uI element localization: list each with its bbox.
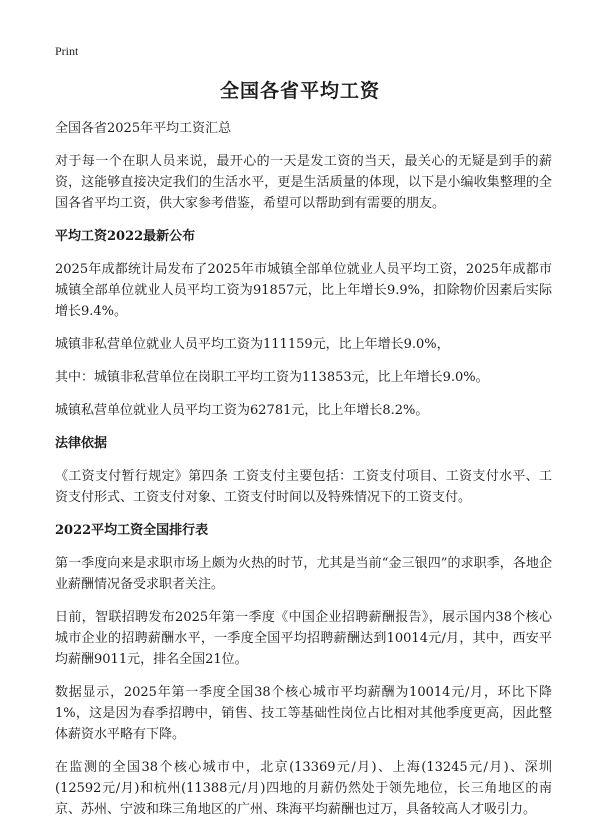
paragraph: 《工资支付暂行规定》第四条 工资支付主要包括：工资支付项目、工资支付水平、工资支付形式、工资支付对象、工资支付时间以及特殊情况下的工资支付。 [55, 469, 552, 505]
paragraph: 日前，智联招聘发布2025年第一季度《中国企业招聘薪酬报告》，展示国内38个核心城市企业的招聘薪酬水平，一季度全国平均招聘薪酬达到10014元/月，其中，西安平均薪酬9011元，排名全国21位。 [55, 610, 552, 667]
intro-paragraph: 对于每一个在职人员来说，最开心的一天是发工资的当天，最关心的无疑是到手的薪资，这能够直接决定我们的生活水平，更是生活质量的体现，以下是小编收集整理的全国各省平均工资，供大家参考借鉴，希望可以帮助到有需要的朋友。 [55, 154, 552, 211]
paragraph: 第一季度向来是求职市场上颇为火热的时节，尤其是当前“金三银四”的求职季，各地企业薪酬情况备受求职者关注。 [55, 556, 552, 592]
section-heading-ranking: 2022平均工资全国排行表 [55, 523, 209, 538]
paragraph: 2025年成都统计局发布了2025年市城镇全部单位就业人员平均工资，2025年成都市城镇全部单位就业人员平均工资为91857元，比上年增长9.9%，扣除物价因素后实际增长9.4%。 [55, 262, 552, 319]
print-link[interactable]: Print [55, 44, 79, 58]
paragraph: 其中：城镇非私营单位在岗职工平均工资为113853元，比上年增长9.0%。 [55, 370, 489, 385]
paragraph: 城镇私营单位就业人员平均工资为62781元，比上年增长8.2%。 [55, 403, 429, 418]
article-body [55, 118, 552, 832]
paragraph: 在监测的全国38个核心城市中，北京(13369元/月)、上海(13245元/月)、深圳(12592元/月)和杭州(11388元/月)四地的月薪仍然处于领先地位，长三角地区的南京、苏州、宁波和珠三角地区的广州、珠海平均薪酬也过万，具备较高人才吸引力。 [55, 760, 552, 817]
paragraph: 城镇非私营单位就业人员平均工资为111159元，比上年增长9.0%， [55, 337, 450, 352]
page-title: 全国各省平均工资 [219, 80, 380, 102]
section-heading-legal-basis: 法律依据 [55, 436, 108, 451]
section-heading-latest-wages: 平均工资2022最新公布 [55, 229, 196, 244]
paragraph: 数据显示，2025年第一季度全国38个核心城市平均薪酬为10014元/月，环比下降1%，这是因为春季招聘中，销售、技工等基础性岗位占比相对其他季度更高，因此整体薪资水平略有下降。 [55, 685, 552, 742]
article-subtitle: 全国各省2025年平均工资汇总 [55, 121, 232, 136]
